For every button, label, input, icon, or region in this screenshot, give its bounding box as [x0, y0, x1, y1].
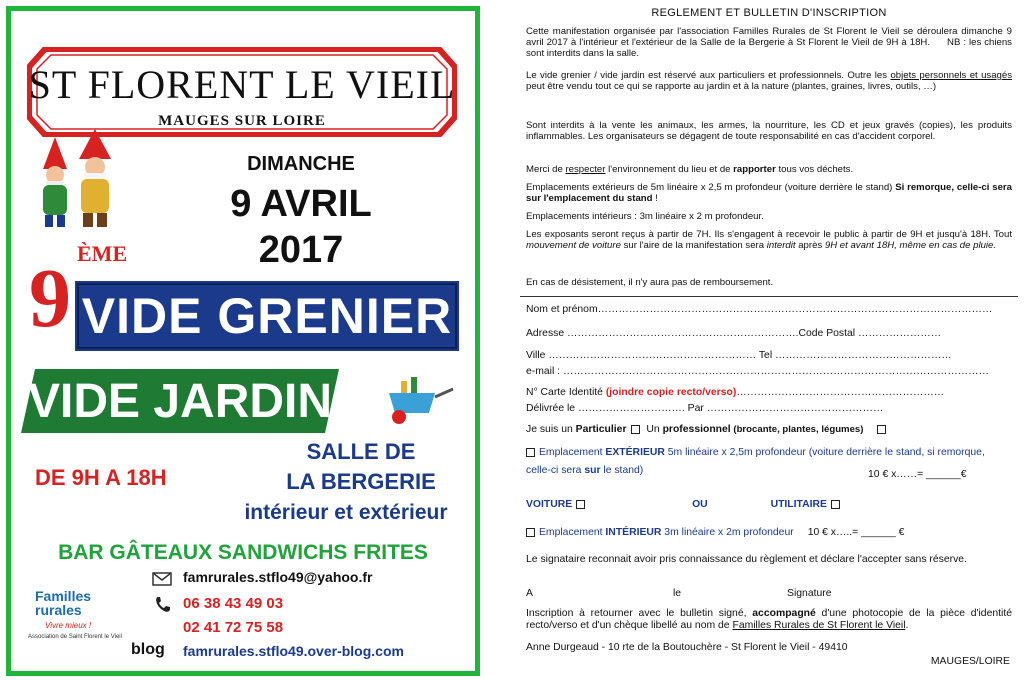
- vehicle-car: VOITURE: [526, 499, 573, 510]
- town-subtitle: MAUGES SUR LOIRE: [158, 113, 326, 129]
- outdoor-checkbox[interactable]: [526, 448, 535, 457]
- event-date: 9 AVRIL: [230, 183, 372, 225]
- status-pro-detail: (brocante, plantes, légumes): [730, 424, 864, 435]
- sig-date: le: [672, 588, 682, 599]
- rules-reserved-more: peut être vendu tout ce qui se rapporte au jardin et à la nature (plantes, graines, livres, outils, …): [526, 81, 937, 93]
- logo-tagline: Vivre mieux !: [45, 621, 92, 630]
- town-title: ST FLORENT LE VIEIL: [28, 62, 456, 107]
- form-title: REGLEMENT ET BULLETIN D'INSCRIPTION: [651, 7, 887, 19]
- rules-reserved-objects: objets personnels et usagés: [890, 70, 1013, 81]
- outdoor-trailer: Si remorque, celle-ci sera sur l'emplacement du stand: [526, 182, 1012, 205]
- outdoor-price[interactable]: 10 € x……= ______€: [868, 469, 967, 480]
- indoor-desc: 3m linéaire x 2m profondeur: [661, 527, 794, 538]
- rules-reserved: [526, 70, 1012, 92]
- hours-b: sur l'aire de la manifestation sera: [620, 240, 767, 252]
- familles-rurales-logo: [25, 577, 125, 657]
- opening-hours: DE 9H A 18H: [35, 465, 167, 490]
- edition-number: 9: [29, 252, 71, 345]
- rules-hours: [526, 229, 1012, 251]
- event-day: DIMANCHE: [247, 153, 355, 175]
- outdoor-a: Emplacements extérieurs de 5m linéaire x 2,5 m profondeur (voiture derrière le stand): [526, 182, 896, 193]
- sig-place: A: [526, 588, 533, 599]
- env-b: l'environnement du lieu et de: [605, 164, 734, 175]
- gnomes-icon: [23, 129, 133, 239]
- vide-grenier-banner: [75, 281, 459, 351]
- return-payee: Familles Rurales de St Florent le Vieil: [732, 620, 906, 631]
- outdoor-label-bold: EXTÉRIEUR: [605, 447, 665, 458]
- rules-refund: En cas de désistement, il n'y aura pas de remboursement.: [526, 277, 774, 288]
- outdoor-c: !: [652, 193, 658, 205]
- section-divider: [520, 296, 1018, 297]
- food-offer: BAR GÂTEAUX SANDWICHS FRITES: [58, 541, 428, 564]
- env-a: Merci de: [526, 164, 566, 175]
- return-address: Anne Durgeaud - 10 rte de la Boutouchère - St Florent le Vieil - 49410: [526, 642, 848, 653]
- field-city-phone[interactable]: Ville …………………………………………………… Tel ……………………………………………: [526, 350, 952, 361]
- venue-line-3: intérieur et extérieur: [244, 501, 448, 524]
- wheelbarrow-icon: [379, 375, 455, 427]
- rules-forbidden: Sont interdits à la vente les animaux, les armes, la nourriture, les CD et jeux gravés (copies), les produits inflammables. Les organisateurs se dégagent de toute responsabilité en cas d'accident corporel.: [526, 120, 1012, 143]
- envelope-icon: [151, 569, 173, 589]
- professionnel-checkbox[interactable]: [877, 425, 886, 434]
- hours-c: après: [795, 240, 825, 252]
- utility-checkbox[interactable]: [831, 500, 840, 509]
- return-bold: accompagné: [752, 608, 816, 619]
- vehicle-row: [526, 496, 1016, 514]
- id-card-label: N° Carte Identité: [526, 387, 606, 398]
- venue-line-2: LA BERGERIE: [286, 469, 436, 494]
- phone-icon: [151, 595, 173, 615]
- id-card-dots: ……………………………………………………: [736, 387, 945, 398]
- status-label: Je suis un: [526, 424, 576, 435]
- outdoor-desc: 5m linéaire x 2,5m profondeur (voiture derrière le stand, si remorque, celle-ci sera: [526, 447, 985, 476]
- rules-indoor-spots: Emplacements intérieurs : 3m linéaire x 2 m profondeur.: [526, 211, 764, 222]
- blog-label: blog: [131, 641, 165, 658]
- vide-grenier-title: VIDE GRENIER: [81, 288, 453, 344]
- outdoor-label: Emplacement: [539, 447, 606, 458]
- phone-number-2[interactable]: 02 41 72 75 58: [183, 619, 284, 636]
- outdoor-desc-end: le stand): [600, 465, 644, 476]
- signature-statement: Le signataire reconnait avoir pris connaissance du règlement et déclare l'accepter sans réserve.: [526, 554, 967, 565]
- status-professionnel: professionnel: [662, 424, 731, 435]
- env-bring-back: rapporter: [733, 164, 776, 175]
- rules-reserved-text: Le vide grenier / vide jardin est réservé aux particuliers et professionnels. Outre les: [526, 70, 891, 81]
- status-particulier: Particulier: [575, 424, 627, 435]
- phone-number-1[interactable]: 06 38 43 49 03: [183, 595, 284, 612]
- vehicle-or: OU: [692, 499, 708, 510]
- indoor-checkbox[interactable]: [526, 528, 535, 537]
- return-b: d'une photocopie de la pièce d'identité recto/verso et d'un chèque libellé au nom de: [526, 608, 1013, 631]
- sig-signature: Signature: [787, 588, 832, 599]
- rules-dogs-note: NB : les chiens sont interdits dans la salle.: [526, 37, 1012, 60]
- edition-suffix: ÈME: [77, 241, 128, 266]
- indoor-label: Emplacement: [539, 527, 606, 538]
- blog-url[interactable]: famrurales.stflo49.over-blog.com: [183, 643, 404, 659]
- status-row: [526, 424, 1016, 435]
- vide-jardin-title: VIDE JARDIN: [27, 375, 333, 428]
- rules-environment: [526, 164, 1012, 175]
- option-indoor: [526, 524, 1016, 542]
- venue-line-1: SALLE DE: [306, 439, 416, 464]
- return-a: Inscription à retourner avec le bulletin signé,: [526, 608, 753, 619]
- id-card-copy-note: (joindre copie recto/verso): [605, 387, 737, 398]
- outdoor-sur: sur: [584, 465, 601, 476]
- hours-vehicle: mouvement de voiture: [526, 240, 621, 252]
- vide-jardin-banner: [21, 369, 339, 433]
- indoor-price[interactable]: 10 € x…..= ______ €: [807, 527, 905, 538]
- rules-outdoor-spots: [526, 182, 1012, 204]
- field-name[interactable]: Nom et prénom……………………………………………………………………………………………………: [526, 304, 993, 315]
- logo-association: Association de Saint Florent le Vieil: [28, 634, 122, 640]
- field-email[interactable]: e-mail : ……………………………………………………………………………………………………………: [526, 366, 989, 377]
- hours-rain: 9H et avant 18H, même en cas de pluie.: [824, 240, 997, 252]
- particulier-checkbox[interactable]: [631, 425, 640, 434]
- env-c: tous vos déchets.: [775, 164, 854, 175]
- car-checkbox[interactable]: [576, 500, 585, 509]
- registration-form: [520, 4, 1018, 676]
- field-address[interactable]: Adresse ………………………………………………………….Code Postal ……………………: [526, 328, 942, 339]
- field-id-card[interactable]: [526, 387, 1016, 398]
- town-sign: [27, 47, 457, 137]
- hours-a: Les exposants seront reçus à partir de 7H. Ils s'engagent à recevoir le public à partir de 9H et jusqu'à 18H. Tout: [526, 229, 1012, 240]
- status-or: Un: [643, 424, 663, 435]
- logo-name: Familles rurales: [35, 588, 92, 618]
- event-poster: [6, 6, 480, 676]
- rules-intro: [526, 26, 1012, 60]
- return-c: .: [905, 620, 909, 631]
- indoor-label-bold: INTÉRIEUR: [605, 527, 662, 538]
- vehicle-utility: UTILITAIRE: [770, 499, 827, 510]
- env-respect: respecter: [565, 164, 606, 175]
- return-instructions: [526, 608, 1012, 632]
- email-address[interactable]: famrurales.stflo49@yahoo.fr: [183, 569, 373, 585]
- signature-row[interactable]: [526, 588, 1016, 599]
- event-year: 2017: [258, 229, 344, 271]
- return-address-end: MAUGES/LOIRE: [930, 656, 1010, 667]
- field-delivered[interactable]: Délivrée le …………………………. Par ……………………………………………: [526, 403, 884, 414]
- rules-intro-text: Cette manifestation organisée par l'association Familles Rurales de St Florent le Vieil se déroulera dimanche 9 avril 2017 à l'intérieur et l'extérieur de la Salle de la Bergerie à St Florent le Vieil de 9H à 18H.: [526, 26, 1012, 49]
- hours-forbidden: interdit: [766, 240, 796, 252]
